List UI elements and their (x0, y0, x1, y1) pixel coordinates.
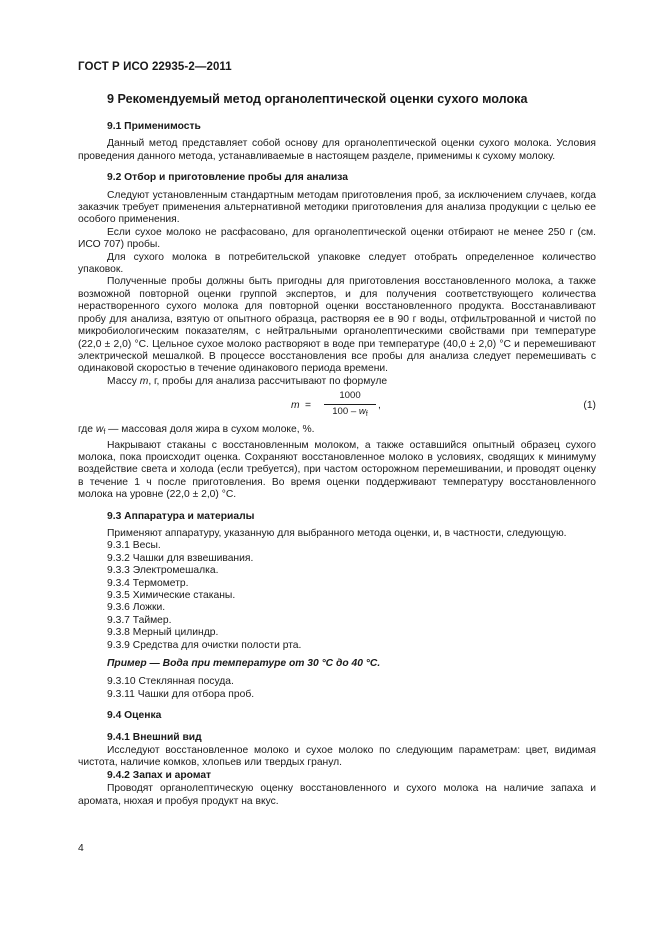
section-9-4-2-heading: 9.4.2 Запах и аромат (107, 769, 212, 781)
section-9-2-paragraph-1: Следуют установленным стандартным методам приготовления проб, за исключением случаев, когда заказчик требует применения альтернативной методики приготовления для анализа продукции с целью ее особого применения. (78, 189, 596, 226)
section-9-4-heading: 9.4 Оценка (107, 710, 162, 722)
section-9-heading: 9 Рекомендуемый метод органолептической оценки сухого молока (107, 92, 528, 106)
where-paragraph (78, 424, 596, 439)
list-item: 9.3.10 Стеклянная посуда. (107, 676, 234, 688)
section-9-3-intro: Применяют аппаратуру, указанную для выбранного метода оценки, и, в частности, следующую. (107, 527, 567, 539)
section-9-2-paragraph-6: Накрывают стаканы с восстановленным молоком, а также оставшийся опытный образец сухого молока, пока происходит оценка. Сохраняют восстановленное молоко в условиях, сводящих к минимуму воздействие света и холода (если требуется), при частом осторожном перемешивании, и проводят оценку в течение 1 ч после приготовления. Во время оценки поддерживают температуру восстановленного молока на уровне (22,0 ± 2,0) °С. (78, 439, 596, 501)
equipment-list-continued (78, 676, 596, 701)
section-9-4-1-paragraph: Исследуют восстановленное молоко и сухое молоко по следующим параметрам: цвет, видимая чистота, наличие комков, хлопьев или твердых гранул. (78, 745, 596, 769)
section-9-3-heading: 9.3 Аппаратура и материалы (107, 510, 255, 522)
list-item: 9.3.5 Химические стаканы. (107, 590, 236, 601)
list-item: 9.3.9 Средства для очистки полости рта. (107, 639, 302, 651)
section-9-4-2-paragraph: Проводят органолептическую оценку восстановленного и сухого молока на наличие запаха и аромата, нюхая и пробуя продукт на вкус. (78, 783, 596, 807)
formula-den-prefix: 100 – (332, 405, 359, 417)
page-number: 4 (78, 843, 84, 854)
formula-lhs: m (291, 400, 300, 412)
section-9-2-heading: 9.2 Отбор и приготовление пробы для анализа (107, 172, 348, 184)
mass-text-prefix: Массу (107, 375, 140, 387)
where-subscript: f (103, 429, 106, 437)
section-9-1-heading: 9.1 Применимость (107, 121, 201, 132)
list-item: 9.3.8 Мерный цилиндр. (107, 627, 219, 639)
list-item: 9.3.4 Термометр. (107, 577, 189, 589)
where-variable: w (95, 424, 104, 436)
where-suffix: — массовая доля жира в сухом молоке, %. (105, 424, 315, 436)
section-9-2-paragraph-3: Для сухого молока в потребительской упаковке следует отобрать определенное количество упаковок. (78, 251, 596, 276)
section-9-2-paragraph-4: Полученные пробы должны быть пригодны для приготовления восстановленного молока, а также возможной повторной оценки группой экспертов, и для получения соответствующего количества нерастворенного сухого молока для повторной оценки восстановленного продукта. Восстанавливают пробу для анализа, взятую от опытного образца, растворяя ее в 90 г воды, отфильтрованной и чистой по микробиологическим показателям, с нейтральными органолептическими свойствами при температуре (22,0 ± 2,0) °С. Цельное сухое молоко растворяют в воде при температуре (40,0 ± 2,0) °С и перемешивают электрической мешалкой. В процессе восстановления все пробы для анализа следует перемешивать с одинаковой скоростью в течение одинакового периода времени. (78, 276, 596, 375)
section-9-4-1-heading: 9.4.1 Внешний вид (107, 731, 202, 743)
formula-den-subscript: f (365, 410, 368, 418)
list-item: 9.3.6 Ложки. (107, 602, 166, 614)
list-item: 9.3.1 Весы. (107, 540, 161, 552)
formula-equals: = (305, 400, 312, 412)
list-item: 9.3.7 Таймер. (107, 614, 172, 626)
example-note: Пример — Вода при температуре от 30 °С до 40 °С. (107, 658, 381, 670)
mass-variable: m (139, 375, 149, 387)
section-9-1-paragraph: Данный метод представляет собой основу для органолептической оценки сухого молока. Условия проведения данного метода, устанавливаемые в настоящем разделе, применимы к сухому молоку. (78, 138, 596, 162)
formula-den-variable: w (358, 405, 366, 417)
document-body (78, 92, 596, 808)
formula-number: (1) (583, 400, 596, 412)
list-item: 9.3.3 Электромешалка. (107, 565, 219, 577)
mass-text-suffix: , г, пробы для анализа рассчитывают по формуле (148, 375, 388, 387)
formula-fraction (324, 390, 376, 421)
equipment-list (78, 540, 596, 652)
formula-1 (78, 390, 596, 422)
section-9-2-paragraph-2: Если сухое молоко не расфасовано, для органолептической оценки отбирают не менее 250 г (см. ИСО 707) пробы. (78, 226, 596, 251)
list-item: 9.3.2 Чашки для взвешивания. (107, 552, 254, 564)
where-prefix: где (78, 424, 96, 436)
formula-comma: , (378, 400, 381, 412)
section-9-2-paragraph-5 (78, 376, 596, 388)
list-item: 9.3.11 Чашки для отбора проб. (107, 688, 255, 700)
formula-denominator (324, 405, 376, 421)
document-header: ГОСТ Р ИСО 22935-2—2011 (78, 61, 232, 73)
formula-numerator: 1000 (324, 390, 376, 404)
